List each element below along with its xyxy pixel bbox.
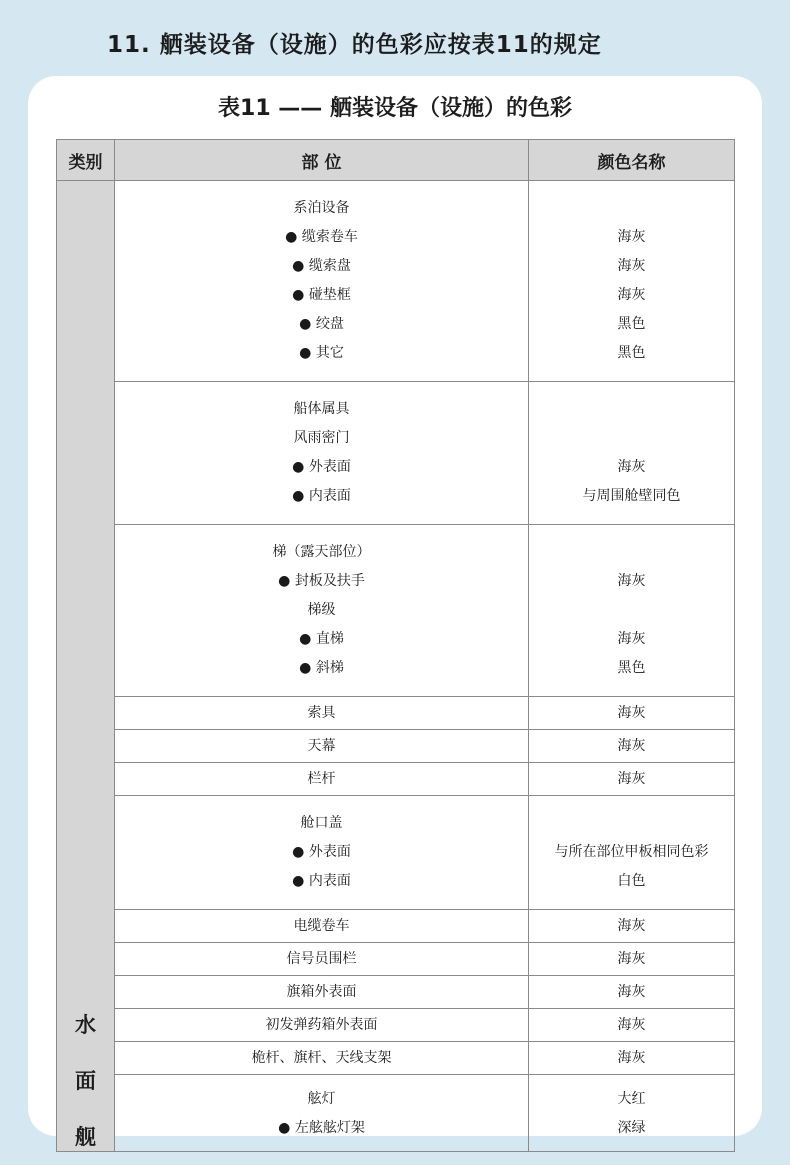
color-text: 海灰	[617, 1050, 646, 1066]
table-row	[57, 382, 735, 525]
part-text: ● 碰垫框	[292, 287, 351, 303]
part-cell	[115, 1042, 529, 1075]
part-text: 栏杆	[307, 771, 336, 787]
table-row	[57, 1042, 735, 1075]
part-text: 船体属具	[293, 401, 350, 417]
part-text: 桅杆、旗杆、天线支架	[251, 1050, 392, 1066]
part-text: ● 外表面	[292, 459, 351, 475]
color-text: 深绿	[617, 1120, 646, 1136]
color-cell	[529, 976, 735, 1009]
table-row	[57, 763, 735, 796]
color-text: 黑色	[617, 345, 646, 361]
part-text: 旗箱外表面	[286, 984, 357, 1000]
color-cell	[529, 697, 735, 730]
color-text	[529, 809, 734, 838]
part-text: 系泊设备	[293, 200, 350, 216]
color-cell	[529, 763, 735, 796]
color-cell	[529, 1075, 735, 1152]
table-row	[57, 525, 735, 697]
color-cell	[529, 730, 735, 763]
color-cell	[529, 181, 735, 382]
part-cell	[115, 181, 529, 382]
table-row	[57, 730, 735, 763]
part-cell	[115, 1075, 529, 1152]
category-char: 舰	[75, 1125, 96, 1149]
color-text: 海灰	[617, 258, 646, 274]
color-text	[529, 395, 734, 424]
part-text: ● 其它	[299, 345, 344, 361]
part-text: ● 封板及扶手	[278, 573, 365, 589]
color-cell	[529, 1042, 735, 1075]
color-spec-table	[56, 139, 735, 1152]
table-row	[57, 697, 735, 730]
color-text: 海灰	[617, 229, 646, 245]
part-text: 梯级	[307, 602, 336, 618]
color-text	[529, 194, 734, 223]
color-text: 大红	[617, 1091, 646, 1107]
color-text: 海灰	[617, 459, 646, 475]
part-cell	[115, 943, 529, 976]
color-text: 海灰	[617, 771, 646, 787]
part-text: 风雨密门	[293, 430, 350, 446]
part-text: 信号员围栏	[286, 951, 357, 967]
part-text: ● 内表面	[292, 873, 351, 889]
color-text: 海灰	[617, 738, 646, 754]
table-row	[57, 1075, 735, 1152]
color-text: 海灰	[617, 1017, 646, 1033]
category-cell	[57, 181, 115, 1152]
part-cell	[115, 1009, 529, 1042]
color-cell	[529, 1009, 735, 1042]
color-text: 黑色	[617, 660, 646, 676]
color-text: 海灰	[617, 573, 646, 589]
part-text: ● 内表面	[292, 488, 351, 504]
part-text: 梯（露天部位）	[272, 544, 371, 560]
color-text: 海灰	[617, 631, 646, 647]
color-cell	[529, 525, 735, 697]
table-title: 表11 —— 舾装设备（设施）的色彩	[218, 96, 572, 121]
table-body	[57, 181, 735, 1152]
color-text: 海灰	[617, 951, 646, 967]
part-text: ● 斜梯	[299, 660, 344, 676]
color-text: 白色	[617, 873, 646, 889]
part-text: ● 缆索盘	[292, 258, 351, 274]
category-label	[57, 997, 114, 1165]
color-cell	[529, 910, 735, 943]
part-cell	[115, 796, 529, 910]
color-text	[529, 424, 734, 453]
table-row	[57, 1009, 735, 1042]
part-text: 索具	[307, 705, 336, 721]
part-text: 电缆卷车	[293, 918, 350, 934]
part-cell	[115, 976, 529, 1009]
table-row	[57, 943, 735, 976]
color-text	[529, 596, 734, 625]
part-text: 初发弹药箱外表面	[265, 1017, 378, 1033]
table-row	[57, 796, 735, 910]
header-color: 颜色名称	[529, 140, 735, 181]
header-category: 类别	[57, 140, 115, 181]
category-char: 水	[75, 1013, 96, 1037]
color-text: 与所在部位甲板相同色彩	[554, 844, 709, 860]
color-cell	[529, 943, 735, 976]
part-text: ● 绞盘	[299, 316, 344, 332]
section-heading: 11. 舾装设备（设施）的色彩应按表11的规定	[107, 32, 602, 58]
part-text: 天幕	[307, 738, 336, 754]
part-text: ● 缆索卷车	[285, 229, 358, 245]
header-part: 部 位	[115, 140, 529, 181]
part-text: 舱口盖	[300, 815, 343, 831]
part-cell	[115, 730, 529, 763]
color-text	[529, 538, 734, 567]
color-text: 黑色	[617, 316, 646, 332]
part-cell	[115, 910, 529, 943]
part-text: ● 外表面	[292, 844, 351, 860]
color-cell	[529, 796, 735, 910]
table-header-row	[57, 140, 735, 181]
color-text: 与周围舱壁同色	[582, 488, 681, 504]
color-text: 海灰	[617, 918, 646, 934]
part-cell	[115, 697, 529, 730]
part-text: ● 左舷舷灯架	[278, 1120, 365, 1136]
table-row	[57, 181, 735, 382]
table-row	[57, 910, 735, 943]
part-cell	[115, 763, 529, 796]
color-text: 海灰	[617, 705, 646, 721]
category-char: 面	[75, 1069, 96, 1093]
part-cell	[115, 525, 529, 697]
color-text: 海灰	[617, 287, 646, 303]
color-cell	[529, 382, 735, 525]
part-cell	[115, 382, 529, 525]
color-text: 海灰	[617, 984, 646, 1000]
part-text: ● 直梯	[299, 631, 344, 647]
part-text: 舷灯	[307, 1091, 336, 1107]
table-row	[57, 976, 735, 1009]
